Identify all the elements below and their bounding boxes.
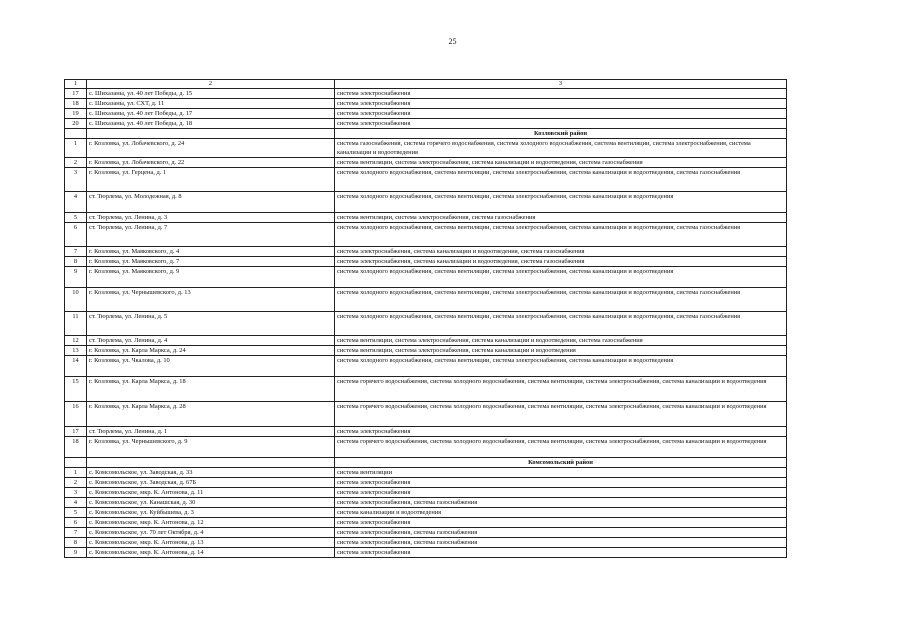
address-cell: ст. Тюрлема, ул. Ленина, д. 1	[87, 427, 335, 437]
table-row	[65, 478, 787, 488]
district-title: Комсомольский район	[335, 458, 787, 468]
address-cell: г. Козловка, ул. Чернышевского, д. 9	[87, 437, 335, 458]
systems-cell: система холодного водоснабжения, система вентиляции, система электроснабжения, система канализации и водоотведения, система газоснабжения	[335, 168, 787, 192]
section-header-row	[65, 458, 787, 468]
table-row	[65, 89, 787, 99]
table-row	[65, 257, 787, 267]
systems-cell: система холодного водоснабжения, система вентиляции, система электроснабжения, система канализации и водоотведения	[335, 356, 787, 377]
row-number: 18	[65, 437, 87, 458]
row-number: 15	[65, 377, 87, 402]
header-row	[65, 80, 787, 89]
row-number: 1	[65, 139, 87, 158]
table-row	[65, 346, 787, 356]
row-number: 17	[65, 427, 87, 437]
row-number: 5	[65, 508, 87, 518]
table-row	[65, 288, 787, 312]
address-cell: с. Шихазаны, ул. 40 лет Победы, д. 17	[87, 109, 335, 119]
address-cell: г. Козловка, ул. Маяковского, д. 4	[87, 247, 335, 257]
table-row	[65, 488, 787, 498]
systems-cell: система холодного водоснабжения, система вентиляции, система электроснабжения, система канализации и водоотведения	[335, 192, 787, 213]
systems-cell: система вентиляции, система электроснабжения, система канализации и водоотведения, система газоснабжения	[335, 336, 787, 346]
section-empty-cell	[65, 458, 87, 468]
table-row	[65, 158, 787, 168]
table-row	[65, 168, 787, 192]
table-row	[65, 213, 787, 223]
row-number: 3	[65, 168, 87, 192]
address-cell: с. Шихазаны, ул. 40 лет Победы, д. 18	[87, 119, 335, 129]
systems-cell: система горячего водоснабжения, система холодного водоснабжения, система вентиляции, система электроснабжения, система канализации и водоотведения	[335, 377, 787, 402]
address-cell: с. Комсомольское, мкр. К. Антонова, д. 11	[87, 488, 335, 498]
header-col-3: 3	[335, 80, 787, 89]
table-row	[65, 528, 787, 538]
header-col-1: 1	[65, 80, 87, 89]
systems-cell: система вентиляции	[335, 468, 787, 478]
row-number: 7	[65, 528, 87, 538]
header-col-2: 2	[87, 80, 335, 89]
address-cell: г. Козловка, ул. Чернышевского, д. 13	[87, 288, 335, 312]
systems-cell: система горячего водоснабжения, система холодного водоснабжения, система вентиляции, система электроснабжения, система канализации и водоотведения	[335, 402, 787, 427]
table-row	[65, 192, 787, 213]
address-cell: г. Козловка, ул. Маяковского, д. 9	[87, 267, 335, 288]
row-number: 7	[65, 247, 87, 257]
row-number: 14	[65, 356, 87, 377]
systems-cell: система канализации и водоотведения	[335, 508, 787, 518]
section-empty-cell	[87, 458, 335, 468]
address-cell: ст. Тюрлема, ул. Ленина, д. 4	[87, 336, 335, 346]
systems-cell: система газоснабжения, система горячего водоснабжения, система холодного водоснабжения, система вентиляции, система электроснабжения, система канализации и водоотведения	[335, 139, 787, 158]
address-cell: г. Козловка, ул. Чкалова, д. 10	[87, 356, 335, 377]
section-empty-cell	[87, 129, 335, 139]
row-number: 13	[65, 346, 87, 356]
row-number: 8	[65, 538, 87, 548]
systems-cell: система электроснабжения	[335, 89, 787, 99]
systems-cell: система вентиляции, система электроснабжения, система канализации и водоотведения, система газоснабжения	[335, 158, 787, 168]
systems-cell: система электроснабжения	[335, 548, 787, 558]
table-row	[65, 312, 787, 336]
address-cell: г. Козловка, ул. Карла Маркса, д. 18	[87, 377, 335, 402]
row-number: 2	[65, 158, 87, 168]
address-cell: ст. Тюрлема, ул. Молодежная, д. 8	[87, 192, 335, 213]
row-number: 9	[65, 267, 87, 288]
systems-cell: система электроснабжения	[335, 518, 787, 528]
systems-cell: система вентиляции, система электроснабжения, система газоснабжения	[335, 213, 787, 223]
section-empty-cell	[65, 129, 87, 139]
table-row	[65, 377, 787, 402]
systems-cell: система электроснабжения, система газоснабжения	[335, 498, 787, 508]
table-row	[65, 99, 787, 109]
table-row	[65, 427, 787, 437]
page-number: 25	[448, 37, 457, 46]
row-number: 6	[65, 518, 87, 528]
systems-cell: система холодного водоснабжения, система вентиляции, система электроснабжения, система канализации и водоотведения, система газоснабжения	[335, 312, 787, 336]
row-number: 16	[65, 402, 87, 427]
row-number: 17	[65, 89, 87, 99]
systems-cell: система электроснабжения	[335, 109, 787, 119]
table-row	[65, 223, 787, 247]
address-cell: с. Комсомольское, ул. Заводская, д. 67Б	[87, 478, 335, 488]
table-row	[65, 267, 787, 288]
address-cell: г. Козловка, ул. Карла Маркса, д. 28	[87, 402, 335, 427]
systems-cell: система холодного водоснабжения, система вентиляции, система электроснабжения, система канализации и водоотведения, система газоснабжения	[335, 223, 787, 247]
address-cell: с. Комсомольское, ул. Куйбышева, д. 3	[87, 508, 335, 518]
table-row	[65, 468, 787, 478]
address-cell: г. Козловка, ул. Маяковского, д. 7	[87, 257, 335, 267]
table-row	[65, 109, 787, 119]
row-number: 6	[65, 223, 87, 247]
row-number: 9	[65, 548, 87, 558]
systems-cell: система вентиляции, система электроснабжения, система канализации и водоотведения	[335, 346, 787, 356]
table-row	[65, 119, 787, 129]
row-number: 12	[65, 336, 87, 346]
table-row	[65, 336, 787, 346]
row-number: 4	[65, 192, 87, 213]
table-row	[65, 139, 787, 158]
systems-cell: система электроснабжения	[335, 488, 787, 498]
systems-cell: система горячего водоснабжения, система холодного водоснабжения, система вентиляции, система электроснабжения, система канализации и водоотведения	[335, 437, 787, 458]
address-cell: с. Шихазаны, ул. СХТ, д. 11	[87, 99, 335, 109]
address-cell: г. Козловка, ул. Герцена, д. 1	[87, 168, 335, 192]
systems-cell: система электроснабжения, система газоснабжения	[335, 528, 787, 538]
address-cell: г. Козловка, ул. Карла Маркса, д. 24	[87, 346, 335, 356]
section-header-row	[65, 129, 787, 139]
systems-cell: система электроснабжения, система канализации и водоотведения, система газоснабжения	[335, 247, 787, 257]
address-cell: ст. Тюрлема, ул. Ленина, д. 3	[87, 213, 335, 223]
systems-cell: система электроснабжения, система газоснабжения	[335, 538, 787, 548]
address-cell: с. Комсомольское, ул. Канашская, д. 30	[87, 498, 335, 508]
table-row	[65, 538, 787, 548]
row-number: 1	[65, 468, 87, 478]
address-cell: с. Шихазаны, ул. 40 лет Победы, д. 15	[87, 89, 335, 99]
address-cell: с. Комсомольское, мкр. К. Антонова, д. 13	[87, 538, 335, 548]
row-number: 5	[65, 213, 87, 223]
systems-cell: система электроснабжения	[335, 99, 787, 109]
row-number: 20	[65, 119, 87, 129]
table-row	[65, 356, 787, 377]
table-row	[65, 508, 787, 518]
row-number: 8	[65, 257, 87, 267]
address-cell: с. Комсомольское, мкр. К. Антонова, д. 14	[87, 548, 335, 558]
address-cell: с. Комсомольское, мкр. К. Антонова, д. 12	[87, 518, 335, 528]
table-row	[65, 498, 787, 508]
row-number: 3	[65, 488, 87, 498]
systems-table	[64, 79, 787, 558]
systems-cell: система холодного водоснабжения, система вентиляции, система электроснабжения, система канализации и водоотведения	[335, 267, 787, 288]
systems-cell: система электроснабжения	[335, 478, 787, 488]
table-row	[65, 402, 787, 427]
address-cell: г. Козловка, ул. Лобачевского, д. 24	[87, 139, 335, 158]
systems-cell: система холодного водоснабжения, система вентиляции, система электроснабжения, система канализации и водоотведения, система газоснабжения	[335, 288, 787, 312]
row-number: 2	[65, 478, 87, 488]
systems-cell: система электроснабжения	[335, 119, 787, 129]
address-cell: ст. Тюрлема, ул. Ленина, д. 5	[87, 312, 335, 336]
address-cell: с. Комсомольское, ул. 70 лет Октября, д. 4	[87, 528, 335, 538]
systems-cell: система электроснабжения	[335, 427, 787, 437]
table-row	[65, 247, 787, 257]
district-title: Козловский район	[335, 129, 787, 139]
row-number: 19	[65, 109, 87, 119]
table-row	[65, 518, 787, 528]
address-cell: ст. Тюрлема, ул. Ленина, д. 7	[87, 223, 335, 247]
table-row	[65, 548, 787, 558]
table-row	[65, 437, 787, 458]
row-number: 4	[65, 498, 87, 508]
row-number: 18	[65, 99, 87, 109]
row-number: 11	[65, 312, 87, 336]
row-number: 10	[65, 288, 87, 312]
systems-cell: система электроснабжения, система канализации и водоотведения, система газоснабжения	[335, 257, 787, 267]
address-cell: с. Комсомольское, ул. Заводская, д. 33	[87, 468, 335, 478]
address-cell: г. Козловка, ул. Лобачевского, д. 22	[87, 158, 335, 168]
